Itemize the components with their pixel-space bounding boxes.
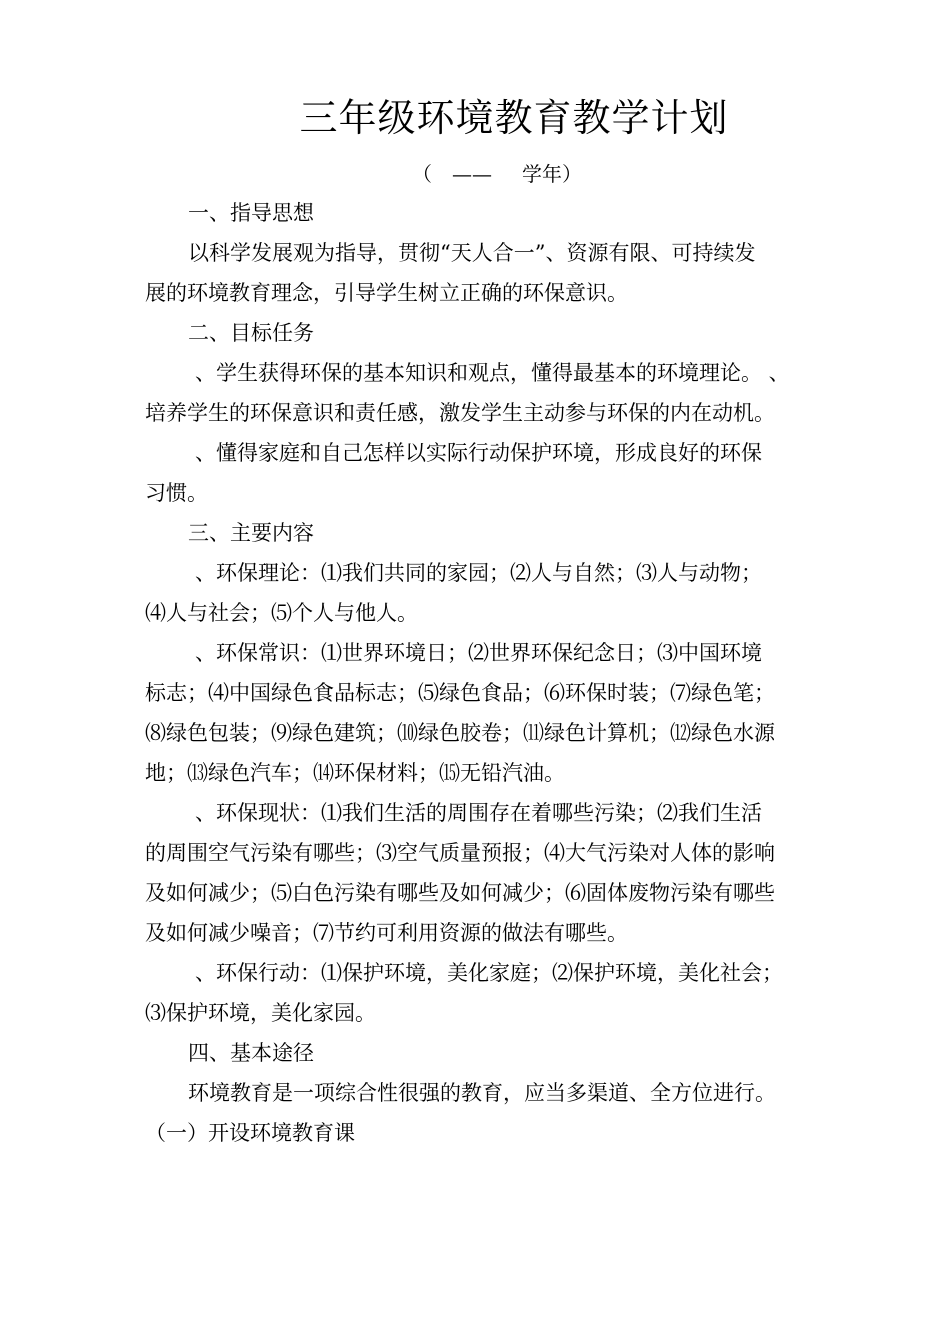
subtitle-open-paren: （ [412,162,432,186]
paragraph-line: 环境教育是一项综合性很强的教育，应当多渠道、全方位进行。 [188,1081,776,1105]
paragraph-line: 及如何减少；⑸白色污染有哪些及如何减少；⑹固体废物污染有哪些 [145,881,775,905]
paragraph-line: 培养学生的环保意识和责任感，激发学生主动参与环保的内在动机。 [145,401,775,425]
paragraph-line: 地；⒀绿色汽车；⒁环保材料；⒂无铅汽油。 [145,761,565,785]
paragraph-line: 以科学发展观为指导，贯彻“天人合一”、资源有限、可持续发 [188,241,756,265]
paragraph-line: 习惯。 [145,481,208,505]
paragraph-line: 、环保常识：⑴世界环境日；⑵世界环保纪念日；⑶中国环境 [195,641,762,665]
paragraph-line: 、学生获得环保的基本知识和观点，懂得最基本的环境理论。 、 [195,361,790,385]
section-heading-2: 二、目标任务 [188,321,314,345]
paragraph-line: 的周围空气污染有哪些；⑶空气质量预报；⑷大气污染对人体的影响 [145,841,775,865]
page-title: 三年级环境教育教学计划 [299,96,729,140]
paragraph-line: 标志；⑷中国绿色食品标志；⑸绿色食品；⑹环保时装；⑺绿色笔； [145,681,775,705]
paragraph-line: 展的环境教育理念，引导学生树立正确的环保意识。 [145,281,628,305]
section-heading-3: 三、主要内容 [188,521,314,545]
paragraph-line: 、环保理论：⑴我们共同的家园；⑵人与自然；⑶人与动物； [195,561,762,585]
section-heading-1: 一、指导思想 [188,201,314,225]
section-heading-4: 四、基本途径 [188,1041,314,1065]
paragraph-line: ⑻绿色包装；⑼绿色建筑；⑽绿色胶卷；⑾绿色计算机；⑿绿色水源 [145,721,775,745]
paragraph-line: 、环保现状：⑴我们生活的周围存在着哪些污染；⑵我们生活 [195,801,762,825]
subtitle-year: 学年） [522,162,582,186]
paragraph-line: ⑷人与社会；⑸个人与他人。 [145,601,418,625]
paragraph-line: 、环保行动：⑴保护环境，美化家庭；⑵保护环境，美化社会； [195,961,783,985]
subsection-heading: （一）开设环境教育课 [145,1121,355,1145]
paragraph-line: 、懂得家庭和自己怎样以实际行动保护环境，形成良好的环保 [195,441,762,465]
paragraph-line: 及如何减少噪音；⑺节约可利用资源的做法有哪些。 [145,921,628,945]
subtitle-dash: —— [452,162,492,186]
paragraph-line: ⑶保护环境，美化家园。 [145,1001,376,1025]
